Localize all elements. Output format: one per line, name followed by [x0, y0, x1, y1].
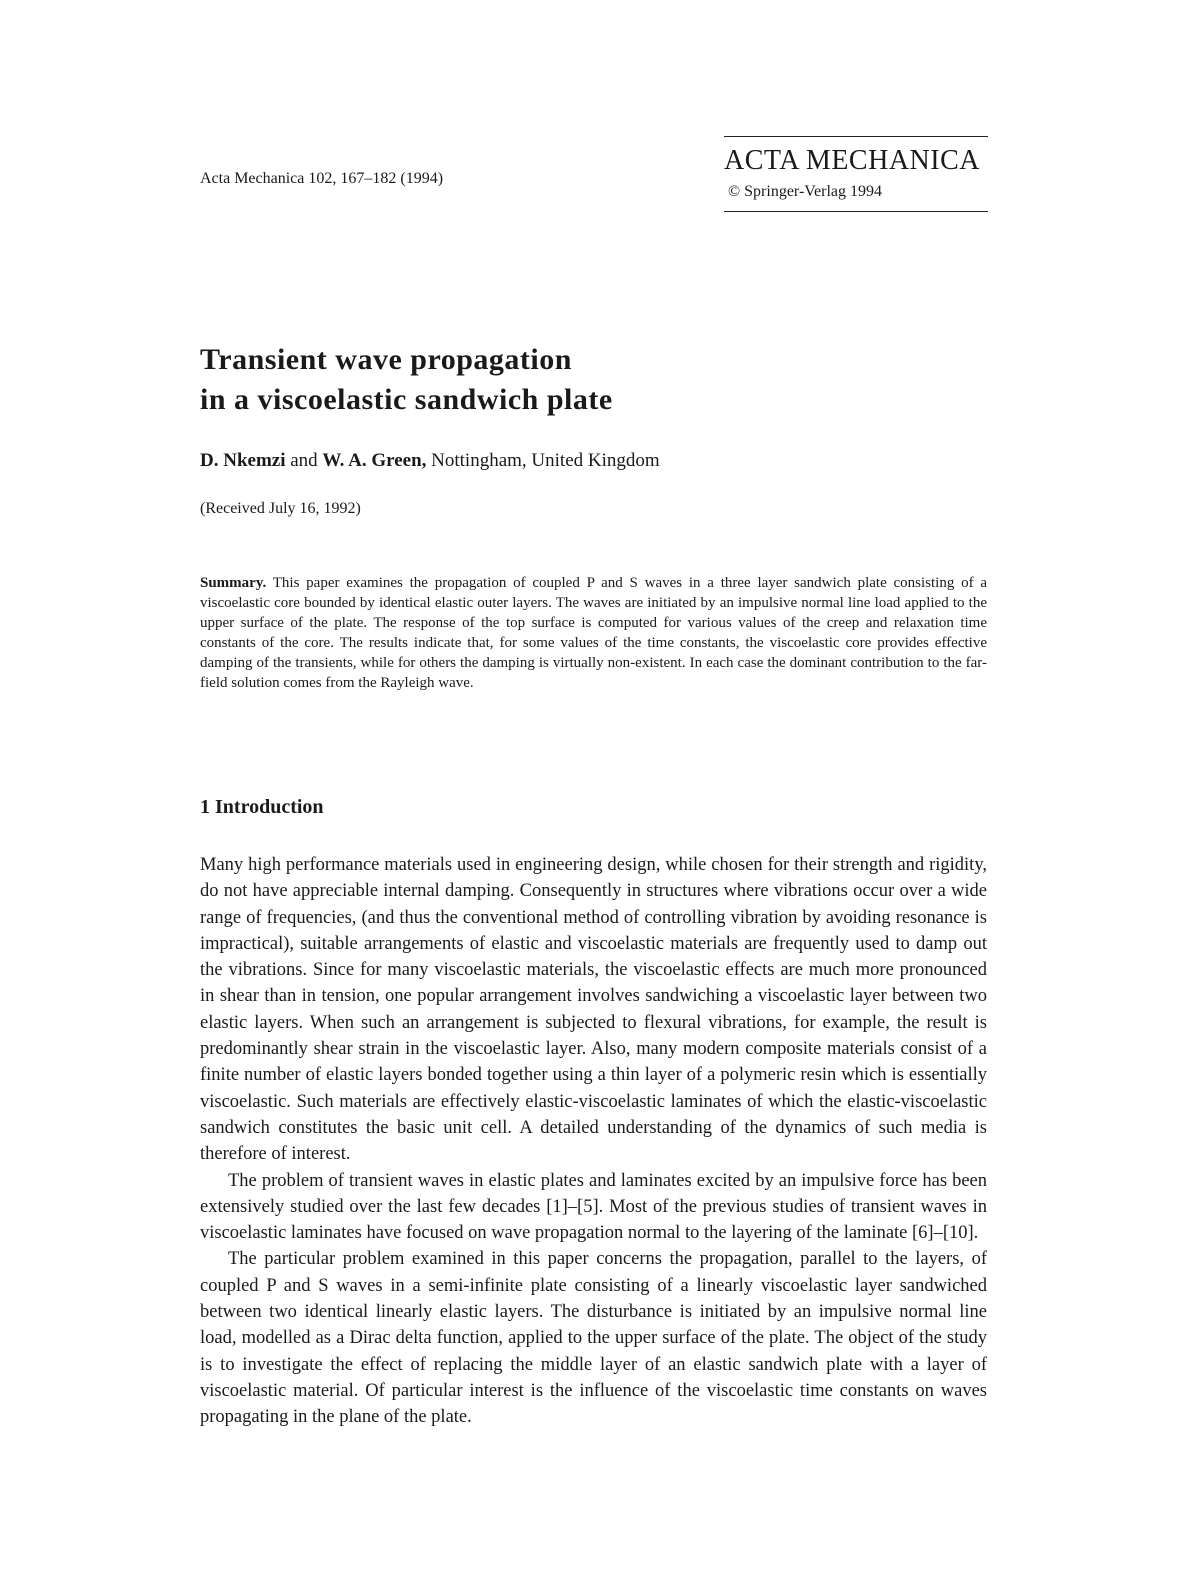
abstract-text: This paper examines the propagation of coupled P and S waves in a three layer sandwich plate consisting of a viscoelastic core bounded by identical elastic outer layers. The waves are initiated by an impulsive normal line load applied to the upper surface of the plate. The response of the top surface is computed for various values of the creep and relaxation time constants of the core. The results indicate that, for some values of the time constants, the viscoelastic core provides effective damping of the transients, while for others the damping is virtually non-existent. In each case the dominant contribution to the far-field solution comes from the Rayleigh wave.: [200, 575, 987, 691]
received-date: (Received July 16, 1992): [200, 500, 361, 517]
paragraph: The problem of transient waves in elastic plates and laminates excited by an impulsive force has been extensively studied over the last few decades [1]–[5]. Most of the previous studies of transient waves in viscoelastic laminates have focused on wave propagation normal to the layering of the laminate [6]–[10].: [200, 1170, 987, 1244]
author-line: [200, 450, 660, 472]
journal-masthead: [724, 136, 988, 212]
abstract-label: Summary.: [200, 575, 267, 591]
author-affiliation: Nottingham, United Kingdom: [426, 450, 660, 471]
author-2: W. A. Green,: [322, 450, 427, 471]
abstract: [200, 573, 987, 693]
copyright-notice: © Springer-Verlag 1994: [728, 183, 883, 200]
article-title: [200, 340, 613, 420]
introduction-body: [200, 852, 987, 1431]
journal-citation: Acta Mechanica 102, 167–182 (1994): [200, 170, 444, 187]
author-1: D. Nkemzi: [200, 450, 286, 471]
paragraph: The particular problem examined in this paper concerns the propagation, parallel to the layers, of coupled P and S waves in a semi-infinite plate consisting of a linearly viscoelastic layer sandwiched between two identical linearly elastic layers. The disturbance is initiated by an impulsive normal line load, modelled as a Dirac delta function, applied to the upper surface of the plate. The object of the study is to investigate the effect of replacing the middle layer of an elastic sandwich plate with a layer of viscoelastic material. Of particular interest is the influence of the viscoelastic time constants on waves propagating in the plane of the plate.: [200, 1249, 987, 1428]
title-line-1: Transient wave propagation: [200, 343, 572, 376]
title-line-2: in a viscoelastic sandwich plate: [200, 383, 613, 416]
paragraph: Many high performance materials used in engineering design, while chosen for their strength and rigidity, do not have appreciable internal damping. Consequently in structures where vibrations occur over a wide range of frequencies, (and thus the conventional method of controlling vibration by avoiding resonance is impractical), suitable arrangements of elastic and viscoelastic materials are frequently used to damp out the vibrations. Since for many viscoelastic materials, the viscoelastic effects are much more pronounced in shear than in tension, one popular arrangement involves sandwiching a viscoelastic layer between two elastic layers. When such an arrangement is subjected to flexural vibrations, for example, the result is predominantly shear strain in the viscoelastic layer. Also, many modern composite materials consist of a finite number of elastic layers bonded together using a thin layer of a polymeric resin which is essentially viscoelastic. Such materials are effectively elastic-viscoelastic laminates of which the elastic-viscoelastic sandwich constitutes the basic unit cell. A detailed understanding of the dynamics of such media is therefore of interest.: [200, 855, 987, 1165]
author-conjunction: and: [285, 450, 323, 471]
section-heading-introduction: 1 Introduction: [200, 796, 324, 818]
journal-name: ACTA MECHANICA: [724, 145, 980, 176]
